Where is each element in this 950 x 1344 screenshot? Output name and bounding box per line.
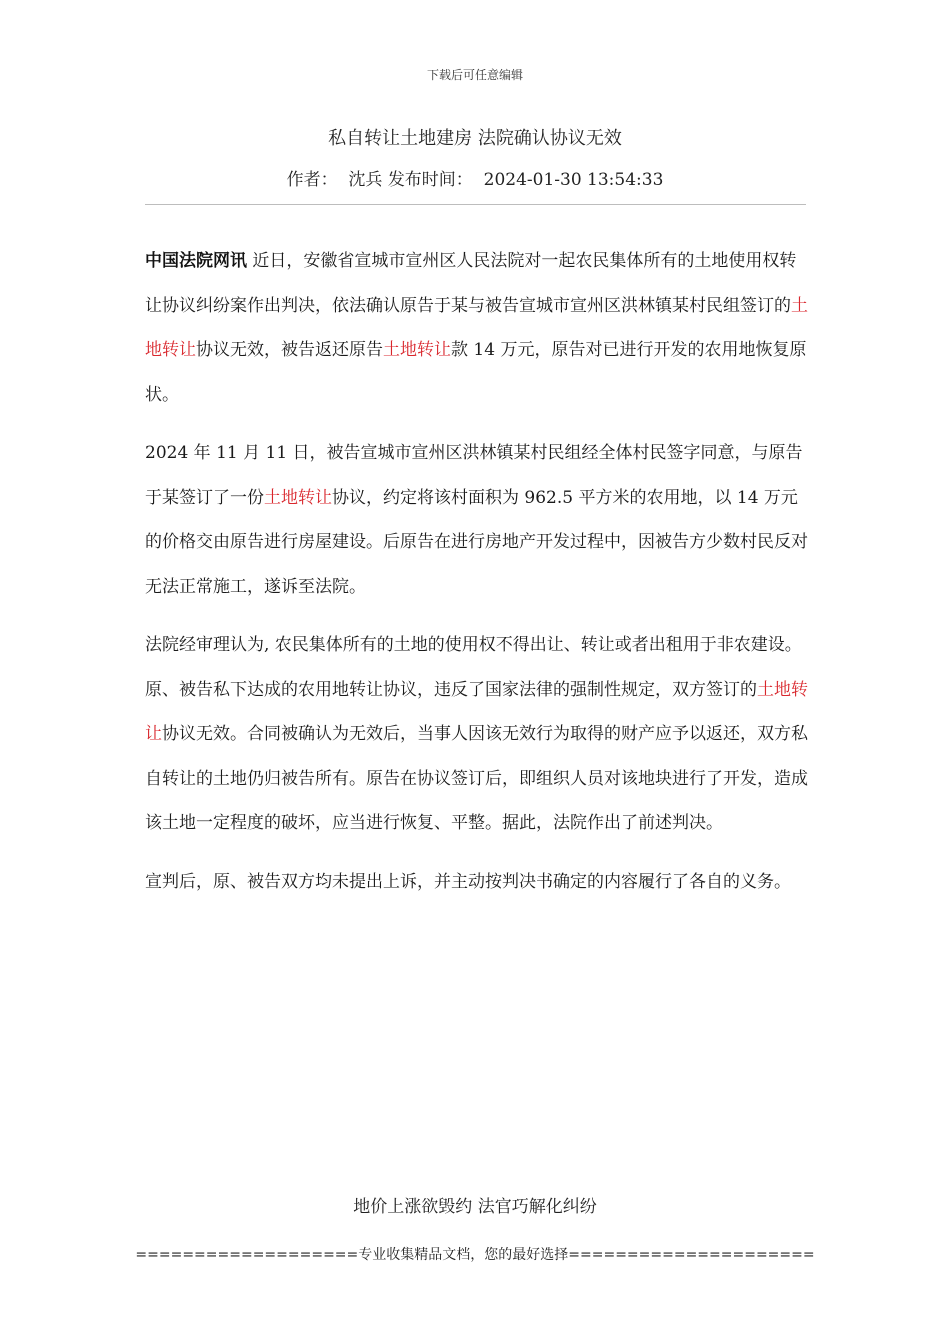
author-name: 沈兵 bbox=[348, 170, 383, 190]
keyword-link[interactable]: 土地转让 bbox=[145, 679, 808, 744]
paragraph-2 bbox=[145, 431, 810, 609]
title-divider bbox=[145, 204, 806, 205]
paragraph-text: 宣判后，原、被告双方均未提出上诉，并主动按判决书确定的内容履行了各自的义务。 bbox=[145, 871, 791, 892]
header-note: 下载后可任意编辑 bbox=[426, 68, 523, 82]
published-label: 发布时间： bbox=[387, 170, 473, 190]
keyword-link[interactable]: 土地转让 bbox=[383, 340, 451, 360]
published-time: 2024-01-30 13:54:33 bbox=[483, 170, 664, 190]
next-article-title[interactable]: 地价上涨欲毁约 法官巧解化纠纷 bbox=[353, 1197, 597, 1217]
keyword-link[interactable]: 土地转让 bbox=[264, 487, 332, 508]
article-meta bbox=[0, 165, 950, 190]
paragraph-1 bbox=[145, 239, 810, 417]
author-label: 作者： bbox=[286, 170, 338, 190]
paragraph-4 bbox=[145, 860, 810, 905]
paragraph-text: 协议无效。合同被确认为无效后，当事人因该无效行为取得的财产应予以返还，双方私自转让的土地仍归被告所有。原告在协议签订后，即组织人员对该地块进行了开发，造成该土地一定程度的破坏，应当进行恢复、平整。据此，法院作出了前述判决。 bbox=[145, 724, 808, 833]
paragraph-3 bbox=[145, 623, 810, 846]
paragraph-text: 2024 年 11 月 11 日，被告宣城市宣州区洪林镇某村民组经全体村民签字同意，与原告于某签订了一份 bbox=[145, 443, 803, 508]
paragraph-text: 近日，安徽省宣城市宣州区人民法院对一起农民集体所有的土地使用权转让协议纠纷案作出判决，依法确认原告于某与被告宣城市宣州区洪林镇某村民组签订的 bbox=[145, 251, 797, 316]
article-title: 私自转让土地建房 法院确认协议无效 bbox=[328, 128, 622, 149]
footer-banner: ===================专业收集精品文档，您的最好选择===================== bbox=[135, 1247, 815, 1263]
keyword-link[interactable]: 土地转让 bbox=[145, 295, 808, 360]
paragraph-text: 协议无效，被告返还原告 bbox=[196, 340, 383, 360]
paragraph-text: 款 14 万元，原告对已进行开发的农用地恢复原状。 bbox=[145, 340, 807, 405]
source-lead: 中国法院网讯 bbox=[145, 251, 247, 271]
article-body bbox=[145, 239, 810, 918]
paragraph-text: 法院经审理认为, 农民集体所有的土地的使用权不得出让、转让或者出租用于非农建设。原、被告私下达成的农用地转让协议，违反了国家法律的强制性规定，双方签订的 bbox=[145, 635, 802, 700]
paragraph-text: 协议，约定将该村面积为 962.5 平方米的农用地，以 14 万元的价格交由原告进行房屋建设。后原告在进行房地产开发过程中，因被告方少数村民反对无法正常施工，遂诉至法院。 bbox=[145, 487, 808, 597]
